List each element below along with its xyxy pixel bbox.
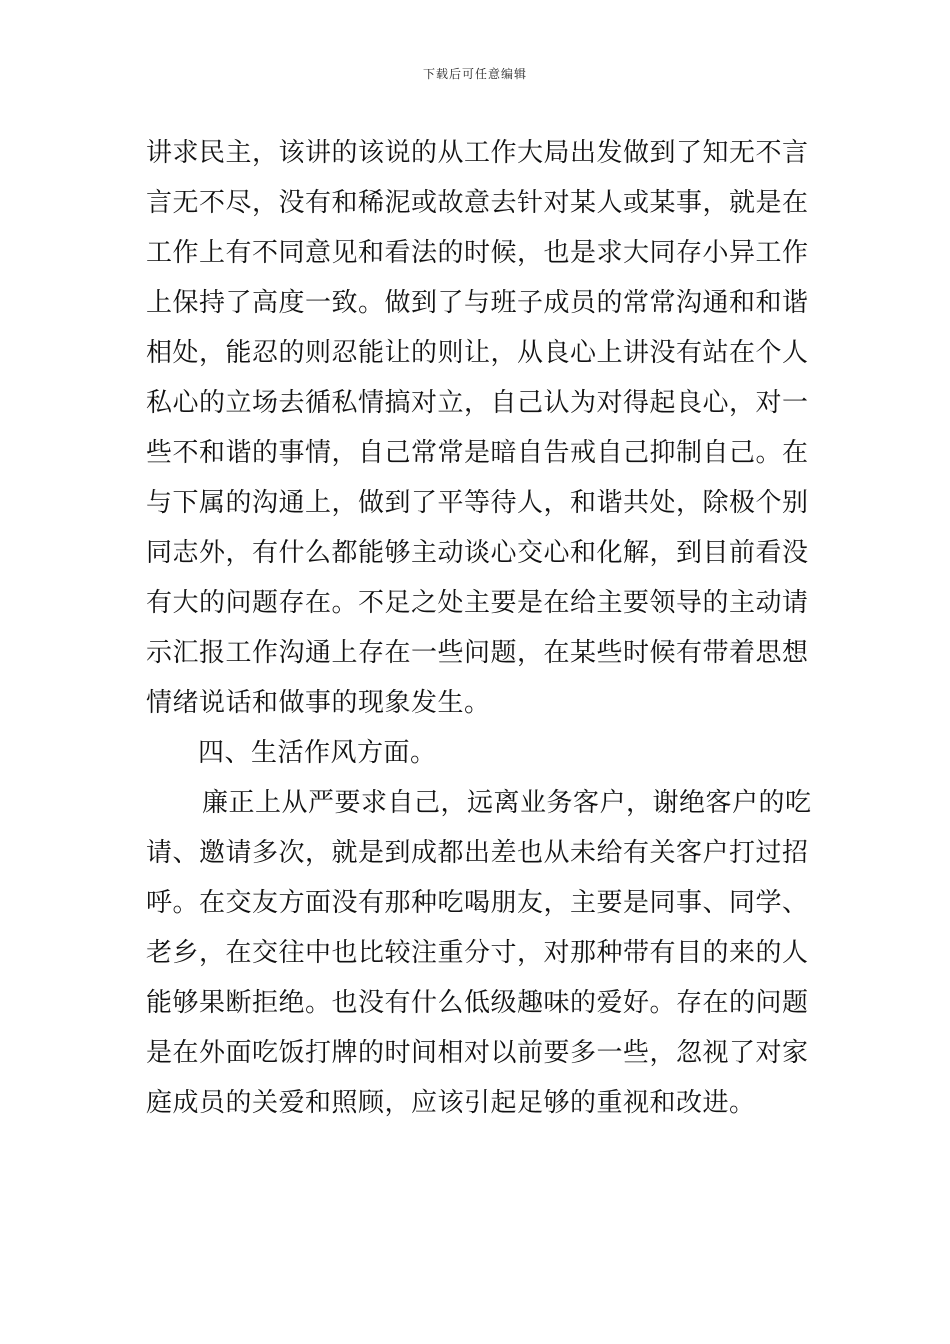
paragraph-line: 庭成员的关爱和照顾，应该引起足够的重视和改进。 — [146, 1088, 756, 1118]
paragraph-line: 些不和谐的事情，自己常常是暗自告戒自己抑制自己。在 — [146, 438, 809, 468]
paragraph-line: 情绪说话和做事的现象发生。 — [146, 688, 491, 718]
paragraph-line: 与下属的沟通上，做到了平等待人，和谐共处，除极个别 — [146, 488, 809, 518]
paragraph-line: 是在外面吃饭打牌的时间相对以前要多一些，忽视了对家 — [146, 1038, 809, 1068]
paragraph-1 — [146, 128, 808, 728]
header-note: 下载后可任意编辑 — [422, 67, 527, 81]
paragraph-line: 相处，能忍的则忍能让的则让，从良心上讲没有站在个人 — [146, 338, 809, 368]
paragraph-line: 同志外，有什么都能够主动谈心交心和化解，到目前看没 — [146, 538, 809, 568]
paragraph-line: 能够果断拒绝。也没有什么低级趣味的爱好。存在的问题 — [146, 988, 809, 1018]
paragraph-line: 示汇报工作沟通上存在一些问题，在某些时候有带着思想 — [146, 638, 809, 668]
paragraph-line: 廉正上从严要求自己，远离业务客户，谢绝客户的吃 — [202, 788, 812, 818]
paragraph-2 — [146, 778, 812, 1128]
paragraph-line: 老乡，在交往中也比较注重分寸，对那种带有目的来的人 — [146, 938, 809, 968]
paragraph-line: 呼。在交友方面没有那种吃喝朋友，主要是同事、同学、 — [146, 888, 809, 918]
paragraph-line: 工作上有不同意见和看法的时候，也是求大同存小异工作 — [146, 238, 809, 268]
paragraph-line: 言无不尽，没有和稀泥或故意去针对某人或某事，就是在 — [146, 188, 809, 218]
paragraph-line: 上保持了高度一致。做到了与班子成员的常常沟通和和谐 — [146, 288, 809, 318]
paragraph-line: 私心的立场去循私情搞对立，自己认为对得起良心，对一 — [146, 388, 809, 418]
section-heading: 四、生活作风方面。 — [198, 738, 437, 768]
paragraph-line: 讲求民主，该讲的该说的从工作大局出发做到了知无不言 — [146, 138, 809, 168]
body-text — [146, 128, 812, 1128]
paragraph-line: 有大的问题存在。不足之处主要是在给主要领导的主动请 — [146, 588, 809, 618]
paragraph-line: 请、邀请多次，就是到成都出差也从未给有关客户打过招 — [146, 838, 809, 868]
